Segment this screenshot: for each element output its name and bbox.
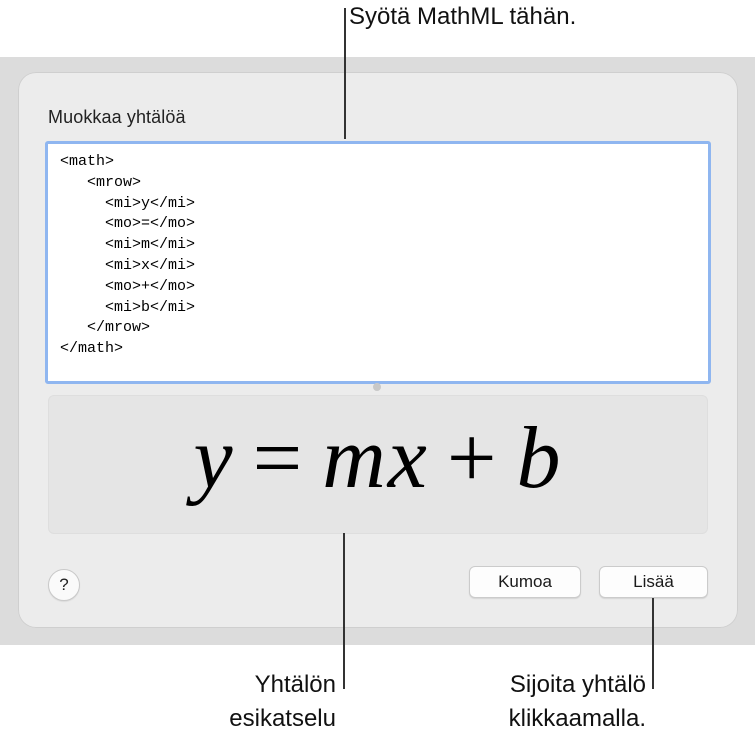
op-plus: + bbox=[446, 410, 499, 507]
cancel-button[interactable]: Kumoa bbox=[469, 566, 581, 598]
equation-render bbox=[49, 408, 707, 509]
help-button[interactable]: ? bbox=[48, 569, 80, 601]
dialog-title: Muokkaa yhtälöä bbox=[48, 107, 186, 127]
callout-line-editor bbox=[344, 8, 346, 139]
mathml-code-text[interactable]: <math> <mrow> <mi>y</mi> <mo>=</mo> <mi>m</mi> <mi>x</mi> <mo>+</mo> <mi>b</mi> </mrow> </math> bbox=[60, 153, 196, 358]
resize-handle[interactable] bbox=[373, 383, 381, 391]
callout-insert bbox=[478, 668, 646, 736]
callout-line-insert bbox=[652, 598, 654, 689]
equation-preview bbox=[48, 395, 708, 534]
var-x: x bbox=[387, 410, 429, 507]
var-m: m bbox=[322, 410, 388, 507]
callout-preview bbox=[229, 668, 336, 736]
op-equals: = bbox=[252, 410, 305, 507]
mathml-editor[interactable] bbox=[45, 141, 711, 384]
callout-insert-line1: Sijoita yhtälö bbox=[509, 671, 646, 698]
var-b: b bbox=[516, 410, 563, 507]
callout-preview-line1: Yhtälön bbox=[254, 671, 336, 698]
callout-insert-line2: klikkaamalla. bbox=[508, 705, 646, 732]
callout-preview-line2: esikatselu bbox=[229, 705, 336, 732]
insert-button[interactable]: Lisää bbox=[599, 566, 708, 598]
callout-enter-mathml: Syötä MathML tähän. bbox=[349, 3, 577, 30]
var-y: y bbox=[193, 410, 235, 507]
callout-line-preview bbox=[343, 533, 345, 689]
